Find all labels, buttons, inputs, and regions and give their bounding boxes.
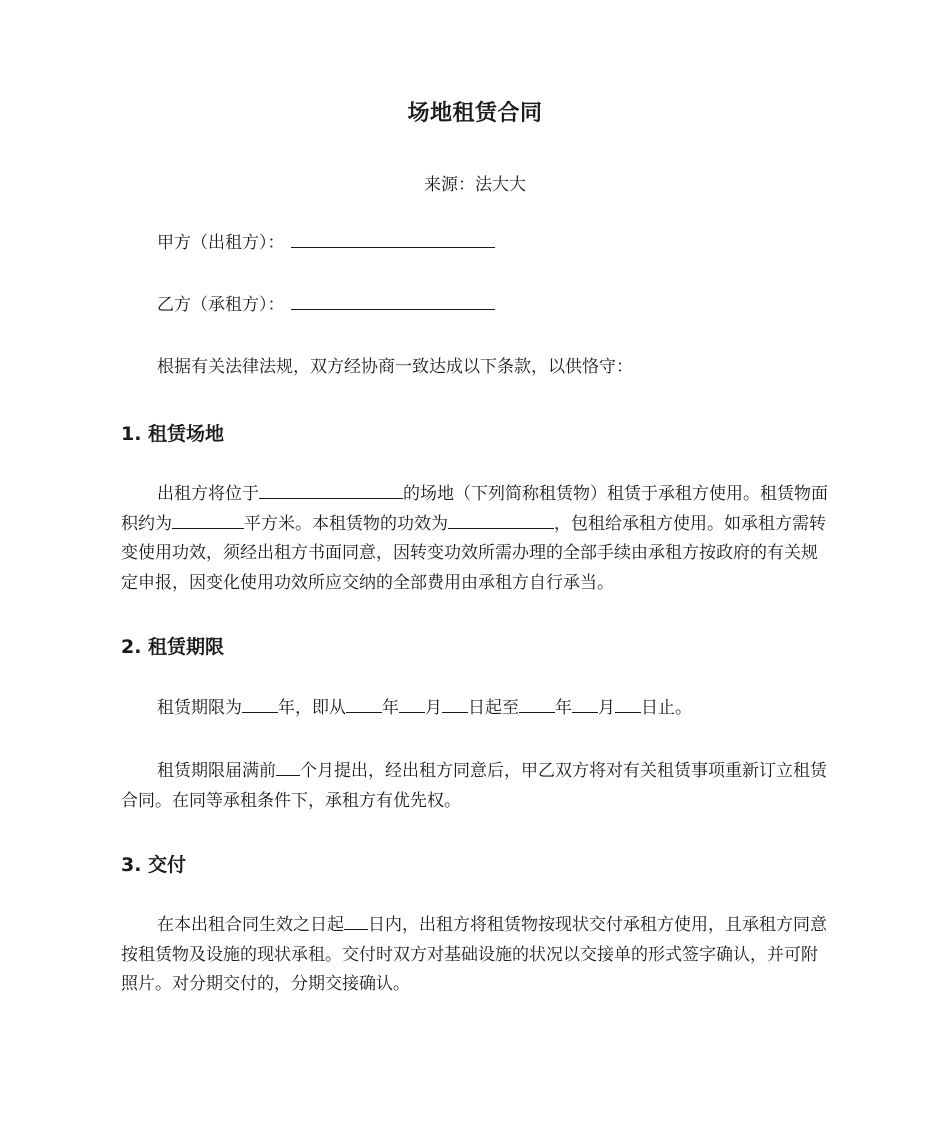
location-blank <box>259 497 403 499</box>
delivery-days-blank <box>344 928 368 930</box>
delivery-paragraph: 在本出租合同生效之日起 日内，出租方将租赁物按现状交付承租方使用，且承租方同意按租赁物及设施的现状承租。交付时双方对基础设施的状况以交接单的形式签字确认，并可附照片。对分期交付的，分期交接确认。 <box>121 915 827 994</box>
end-day-blank <box>615 711 641 713</box>
start-month-blank <box>399 711 425 713</box>
section-heading-1: 1. 租赁场地 <box>121 423 225 445</box>
party-a-label: 甲方（出租方）： <box>157 233 285 253</box>
renewal-paragraph: 租赁期限届满前 个月提出，经出租方同意后，甲乙双方将对有关租赁事项重新订立租赁合同。在同等承租条件下，承租方有优先权。 <box>121 761 827 811</box>
term-years-blank <box>242 711 278 713</box>
section-heading-2: 2. 租赁期限 <box>121 636 225 658</box>
party-b-blank <box>291 295 495 310</box>
start-year-blank <box>346 711 382 713</box>
party-b-label: 乙方（承租方）： <box>157 295 285 315</box>
renewal-months-blank <box>276 774 300 776</box>
area-blank <box>172 527 244 529</box>
end-year-blank <box>519 711 555 713</box>
section-heading-3: 3. 交付 <box>121 854 187 876</box>
document-source: 来源：法大大 <box>424 175 526 195</box>
term-paragraph: 租赁期限为 年，即从 年 月 日起至 年 月 日止。 <box>157 698 692 718</box>
party-a-blank <box>291 233 495 248</box>
start-day-blank <box>442 711 468 713</box>
end-month-blank <box>572 711 598 713</box>
function-blank <box>448 527 554 529</box>
party-b-row <box>121 291 831 321</box>
section-1-paragraph: 出租方将位于 的场地（下列简称租赁物）租赁于承租方使用。租赁物面积约为 平方米。本租赁物的功效为 ，包租给承租方使用。如承租方需转变使用功效，须经出租方书面同意，因转变功效所需办理的全部手续由承租方按政府的有关规定申报，因变化使用功效所应交纳的全部费用由承租方自行承当。 <box>121 484 828 593</box>
document-title: 场地租赁合同 <box>407 101 543 126</box>
intro-paragraph: 根据有关法律法规，双方经协商一致达成以下条款，以供恪守： <box>157 357 633 377</box>
party-a-row <box>121 229 831 259</box>
